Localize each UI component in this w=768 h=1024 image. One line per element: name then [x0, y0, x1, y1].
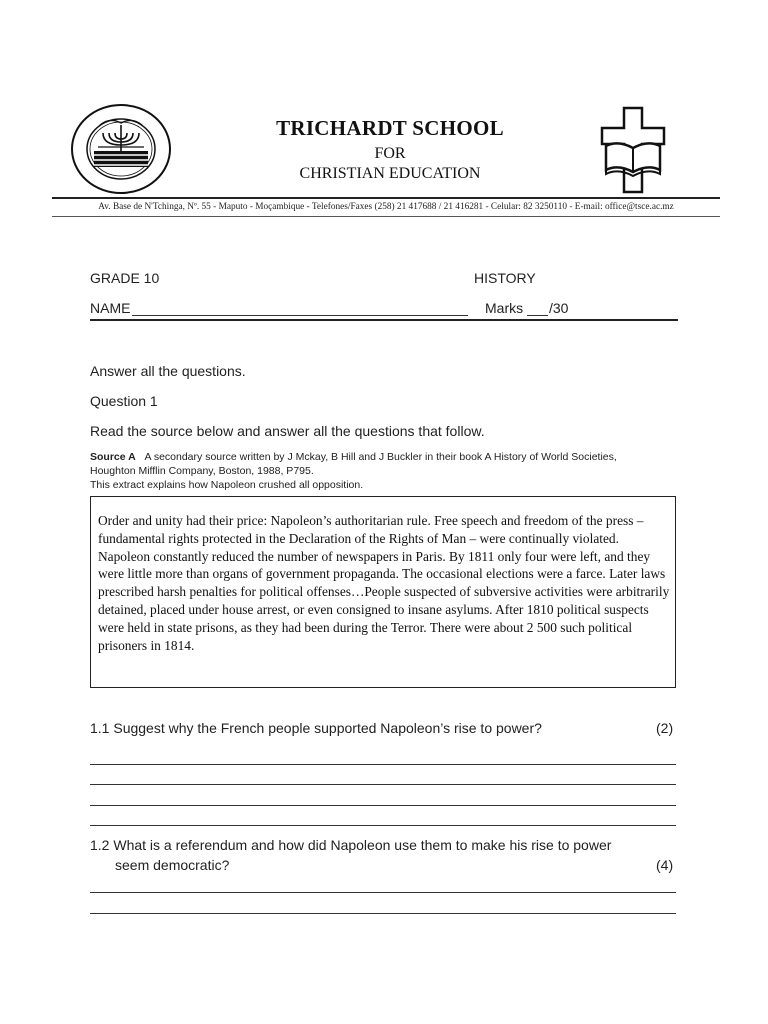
marks-field[interactable]: [527, 315, 548, 316]
school-address: Av. Base de N'Tchinga, Nº. 55 - Maputo - Moçambique - Telefones/Faxes (258) 21 417688 / 21 416281 - Celular: 82 3250110 - E-mail: office@tsce.ac.mz: [98, 202, 674, 212]
source-extract: Order and unity had their price: Napoleon’s authoritarian rule. Free speech and freedom of the press – fundamental rights protected in the Declaration of the Rights of Man – were continually violated. Napoleon constantly reduced the number of newspapers in Paris. By 1811 only four were left, and they were little more than organs of government propaganda. The occasional elections were a farce. Later laws prescribed harsh penalties for political offenses…People suspected of subversive activities were arbitrarily detained, placed under house arrest, or even consigned to insane asylums. After 1810 political suspects were held in state prisons, as they had been during the Terror. There were about 2 500 such political prisoners in 1814.: [98, 513, 670, 653]
school-emblem: [70, 103, 172, 195]
answer-line[interactable]: [90, 892, 676, 893]
grade-label: GRADE 10: [90, 270, 160, 286]
question-heading: Question 1: [90, 393, 158, 409]
church-emblem-icon: [70, 103, 172, 195]
source-desc-1: A secondary source written by J Mckay, B Hill and J Buckler in their book A History of World Societies,: [144, 451, 617, 463]
source-label: Source A: [90, 451, 136, 463]
school-subtitle: CHRISTIAN EDUCATION: [299, 165, 481, 182]
question-1-2-marks: (4): [656, 857, 674, 873]
answer-line[interactable]: [90, 764, 676, 765]
source-description: [90, 450, 690, 492]
instruction-answer-all: Answer all the questions.: [90, 363, 246, 379]
school-name: TRICHARDT SCHOOL: [276, 116, 504, 140]
question-1-1: 1.1 Suggest why the French people supported Napoleon’s rise to power?: [90, 720, 542, 736]
instruction-read-source: Read the source below and answer all the questions that follow.: [90, 423, 485, 439]
source-desc-2: Houghton Mifflin Company, Boston, 1988, P795.: [90, 465, 314, 477]
question-1-2-cont: seem democratic?: [115, 857, 230, 873]
answer-line[interactable]: [90, 825, 676, 826]
info-divider: [90, 319, 678, 321]
letterhead-rule-bottom: [52, 216, 720, 217]
marks-total: /30: [549, 300, 569, 316]
cross-logo: [598, 106, 668, 194]
subject-label: HISTORY: [474, 270, 536, 286]
name-field[interactable]: [132, 315, 468, 316]
source-desc-3: This extract explains how Napoleon crushed all opposition.: [90, 479, 364, 491]
name-label: NAME: [90, 300, 131, 316]
question-1-1-marks: (2): [656, 720, 674, 736]
answer-line[interactable]: [90, 913, 676, 914]
answer-line[interactable]: [90, 784, 676, 785]
school-for: FOR: [374, 145, 406, 162]
marks-label: Marks: [485, 300, 524, 316]
source-extract-box: [90, 496, 676, 688]
answer-line[interactable]: [90, 805, 676, 806]
cross-bible-icon: [598, 106, 668, 194]
question-1-2: 1.2 What is a referendum and how did Napoleon use them to make his rise to power: [90, 837, 612, 853]
letterhead-rule-top: [52, 197, 720, 199]
